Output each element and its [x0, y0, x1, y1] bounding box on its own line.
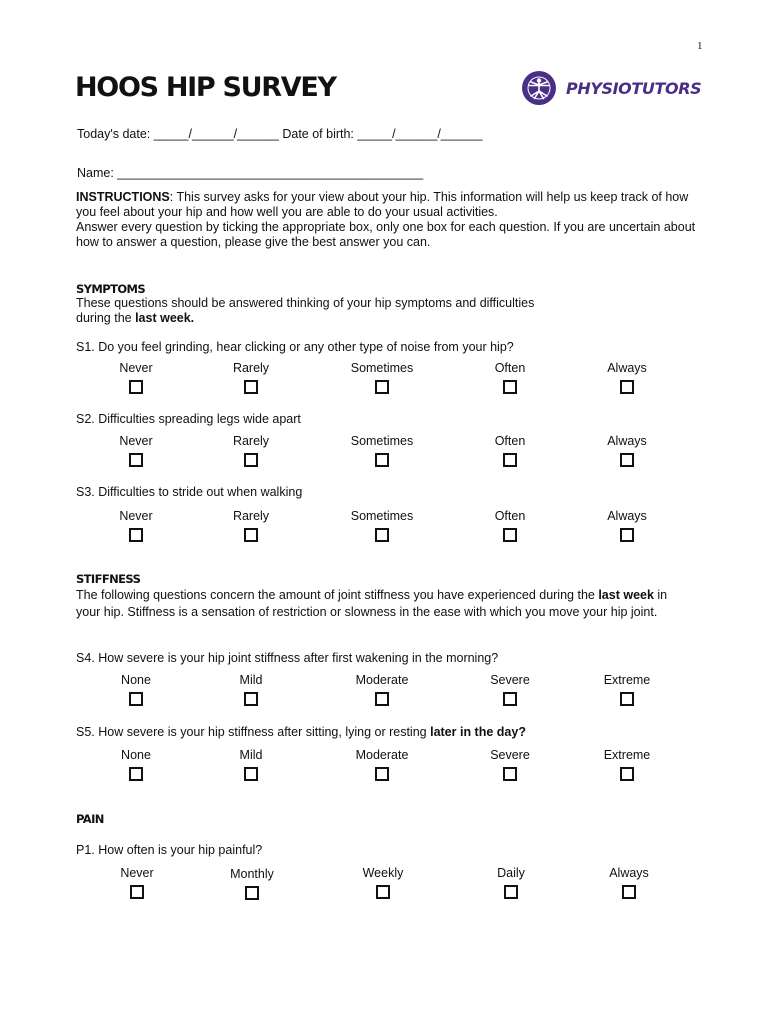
symptoms-intro	[76, 296, 676, 326]
option-s4-mild[interactable]	[201, 672, 301, 706]
page-number: 1	[697, 40, 703, 52]
option-label: Moderate	[355, 748, 409, 762]
checkbox[interactable]	[504, 885, 518, 899]
checkbox[interactable]	[620, 528, 634, 542]
options-s3	[0, 508, 768, 552]
question-s5	[76, 725, 526, 739]
option-s4-moderate[interactable]	[332, 672, 432, 706]
option-label: Always	[607, 509, 647, 523]
option-s5-moderate[interactable]	[332, 747, 432, 781]
stiffness-intro	[76, 587, 686, 620]
option-s5-none[interactable]	[86, 747, 186, 781]
option-label: None	[121, 748, 151, 762]
option-s3-always[interactable]	[577, 508, 677, 542]
checkbox[interactable]	[129, 528, 143, 542]
option-label: Often	[494, 361, 526, 375]
symptoms-intro-text: These questions should be answered thinking of your hip symptoms and difficulties	[76, 296, 535, 310]
question-p1: P1. How often is your hip painful?	[76, 843, 263, 857]
checkbox[interactable]	[375, 380, 389, 394]
option-label: Always	[609, 866, 649, 880]
instructions-label: INSTRUCTIONS	[76, 190, 170, 204]
option-s2-rarely[interactable]	[201, 433, 301, 467]
option-s2-always[interactable]	[577, 433, 677, 467]
option-p1-always[interactable]	[579, 865, 679, 899]
checkbox[interactable]	[376, 885, 390, 899]
option-label: Severe	[490, 748, 530, 762]
option-s2-often[interactable]	[460, 433, 560, 467]
stiffness-intro-text: The following questions concern the amount of joint stiffness you have experienced during the	[76, 588, 599, 602]
checkbox[interactable]	[503, 453, 517, 467]
option-label: Never	[120, 866, 154, 880]
option-s3-sometimes[interactable]	[332, 508, 432, 542]
option-label: Sometimes	[350, 434, 414, 448]
symptoms-intro-bold: last week.	[135, 311, 195, 325]
options-s4	[0, 672, 768, 716]
option-label: Weekly	[362, 866, 404, 880]
option-label: Often	[494, 434, 526, 448]
option-p1-never[interactable]	[87, 865, 187, 899]
checkbox[interactable]	[375, 692, 389, 706]
question-s2: S2. Difficulties spreading legs wide apart	[76, 412, 301, 426]
brand-logo	[522, 70, 701, 106]
question-s5-text: S5. How severe is your hip stiffness after sitting, lying or resting	[76, 725, 431, 739]
checkbox[interactable]	[244, 767, 258, 781]
option-label: Mild	[239, 673, 263, 687]
option-label: Always	[607, 361, 647, 375]
option-s4-severe[interactable]	[460, 672, 560, 706]
option-label: None	[121, 673, 151, 687]
option-s5-severe[interactable]	[460, 747, 560, 781]
checkbox[interactable]	[129, 767, 143, 781]
options-s5	[0, 747, 768, 791]
option-s4-extreme[interactable]	[577, 672, 677, 706]
vitruvian-man-icon	[522, 71, 556, 105]
option-p1-weekly[interactable]	[333, 865, 433, 899]
options-p1	[0, 865, 768, 909]
checkbox[interactable]	[375, 453, 389, 467]
checkbox[interactable]	[244, 453, 258, 467]
stiffness-intro-bold: last week	[598, 588, 654, 602]
checkbox[interactable]	[244, 692, 258, 706]
option-label: Always	[607, 434, 647, 448]
checkbox[interactable]	[503, 528, 517, 542]
checkbox[interactable]	[129, 380, 143, 394]
option-s1-never[interactable]	[86, 360, 186, 394]
question-s5-bold: later in the day?	[430, 725, 526, 739]
checkbox[interactable]	[375, 767, 389, 781]
option-label: Never	[119, 509, 153, 523]
option-label: Severe	[490, 673, 530, 687]
option-label: Rarely	[232, 509, 270, 523]
option-label: Rarely	[232, 434, 270, 448]
option-label: Never	[119, 361, 153, 375]
option-s1-rarely[interactable]	[201, 360, 301, 394]
option-label: Mild	[239, 748, 263, 762]
checkbox[interactable]	[620, 453, 634, 467]
checkbox[interactable]	[244, 528, 258, 542]
option-label: Daily	[497, 866, 525, 880]
checkbox[interactable]	[620, 692, 634, 706]
checkbox[interactable]	[245, 886, 259, 900]
option-s2-never[interactable]	[86, 433, 186, 467]
checkbox[interactable]	[129, 453, 143, 467]
option-s4-none[interactable]	[86, 672, 186, 706]
option-label: Never	[119, 434, 153, 448]
checkbox[interactable]	[244, 380, 258, 394]
checkbox[interactable]	[620, 767, 634, 781]
checkbox[interactable]	[503, 692, 517, 706]
option-label: Extreme	[603, 673, 651, 687]
option-label: Often	[494, 509, 526, 523]
options-s2	[0, 433, 768, 477]
instructions-paragraph-2: Answer every question by ticking the appropriate box, only one box for each question. If you are uncertain about how to answer a question, please give the best answer you can.	[76, 220, 696, 249]
instructions-text-1: : This survey asks for your view about your hip. This information will help us keep track of how you feel about your hip and how well you are able to do your usual activities.	[76, 190, 689, 219]
option-label: Monthly	[230, 867, 274, 881]
checkbox[interactable]	[622, 885, 636, 899]
page-title: HOOS HIP SURVEY	[75, 72, 336, 103]
stiffness-heading: STIFFNESS	[76, 572, 141, 586]
symptoms-intro-during: during the	[76, 311, 136, 325]
option-label: Sometimes	[350, 361, 414, 375]
checkbox[interactable]	[503, 767, 517, 781]
pain-heading: PAIN	[76, 812, 104, 826]
option-p1-monthly[interactable]	[202, 866, 302, 900]
brand-name: PHYSIOTUTORS	[566, 78, 702, 98]
checkbox[interactable]	[129, 692, 143, 706]
option-label: Rarely	[232, 361, 270, 375]
options-s1	[0, 360, 768, 404]
checkbox[interactable]	[503, 380, 517, 394]
date-fields[interactable]: Today's date: _____/______/______ Date of birth: _____/______/______	[77, 127, 483, 141]
option-s1-often[interactable]	[460, 360, 560, 394]
question-s1: S1. Do you feel grinding, hear clicking or any other type of noise from your hip?	[76, 340, 514, 354]
option-s3-rarely[interactable]	[201, 508, 301, 542]
option-s3-never[interactable]	[86, 508, 186, 542]
option-s1-always[interactable]	[577, 360, 677, 394]
option-s5-mild[interactable]	[201, 747, 301, 781]
question-s4: S4. How severe is your hip joint stiffness after first wakening in the morning?	[76, 651, 499, 665]
symptoms-heading: SYMPTOMS	[76, 282, 146, 296]
option-s3-often[interactable]	[460, 508, 560, 542]
option-s1-sometimes[interactable]	[332, 360, 432, 394]
name-field[interactable]: Name: ____________________________________________	[77, 166, 424, 180]
option-s5-extreme[interactable]	[577, 747, 677, 781]
option-label: Extreme	[603, 748, 651, 762]
option-s2-sometimes[interactable]	[332, 433, 432, 467]
question-s3: S3. Difficulties to stride out when walking	[76, 485, 303, 499]
option-label: Sometimes	[350, 509, 414, 523]
checkbox[interactable]	[620, 380, 634, 394]
checkbox[interactable]	[130, 885, 144, 899]
option-p1-daily[interactable]	[461, 865, 561, 899]
instructions-paragraph	[76, 190, 701, 220]
option-label: Moderate	[355, 673, 409, 687]
checkbox[interactable]	[375, 528, 389, 542]
stiffness-intro-rest: in your hip. Stiffness is a sensation of restriction or slowness in the ease with which you move your hip joint.	[76, 588, 668, 619]
